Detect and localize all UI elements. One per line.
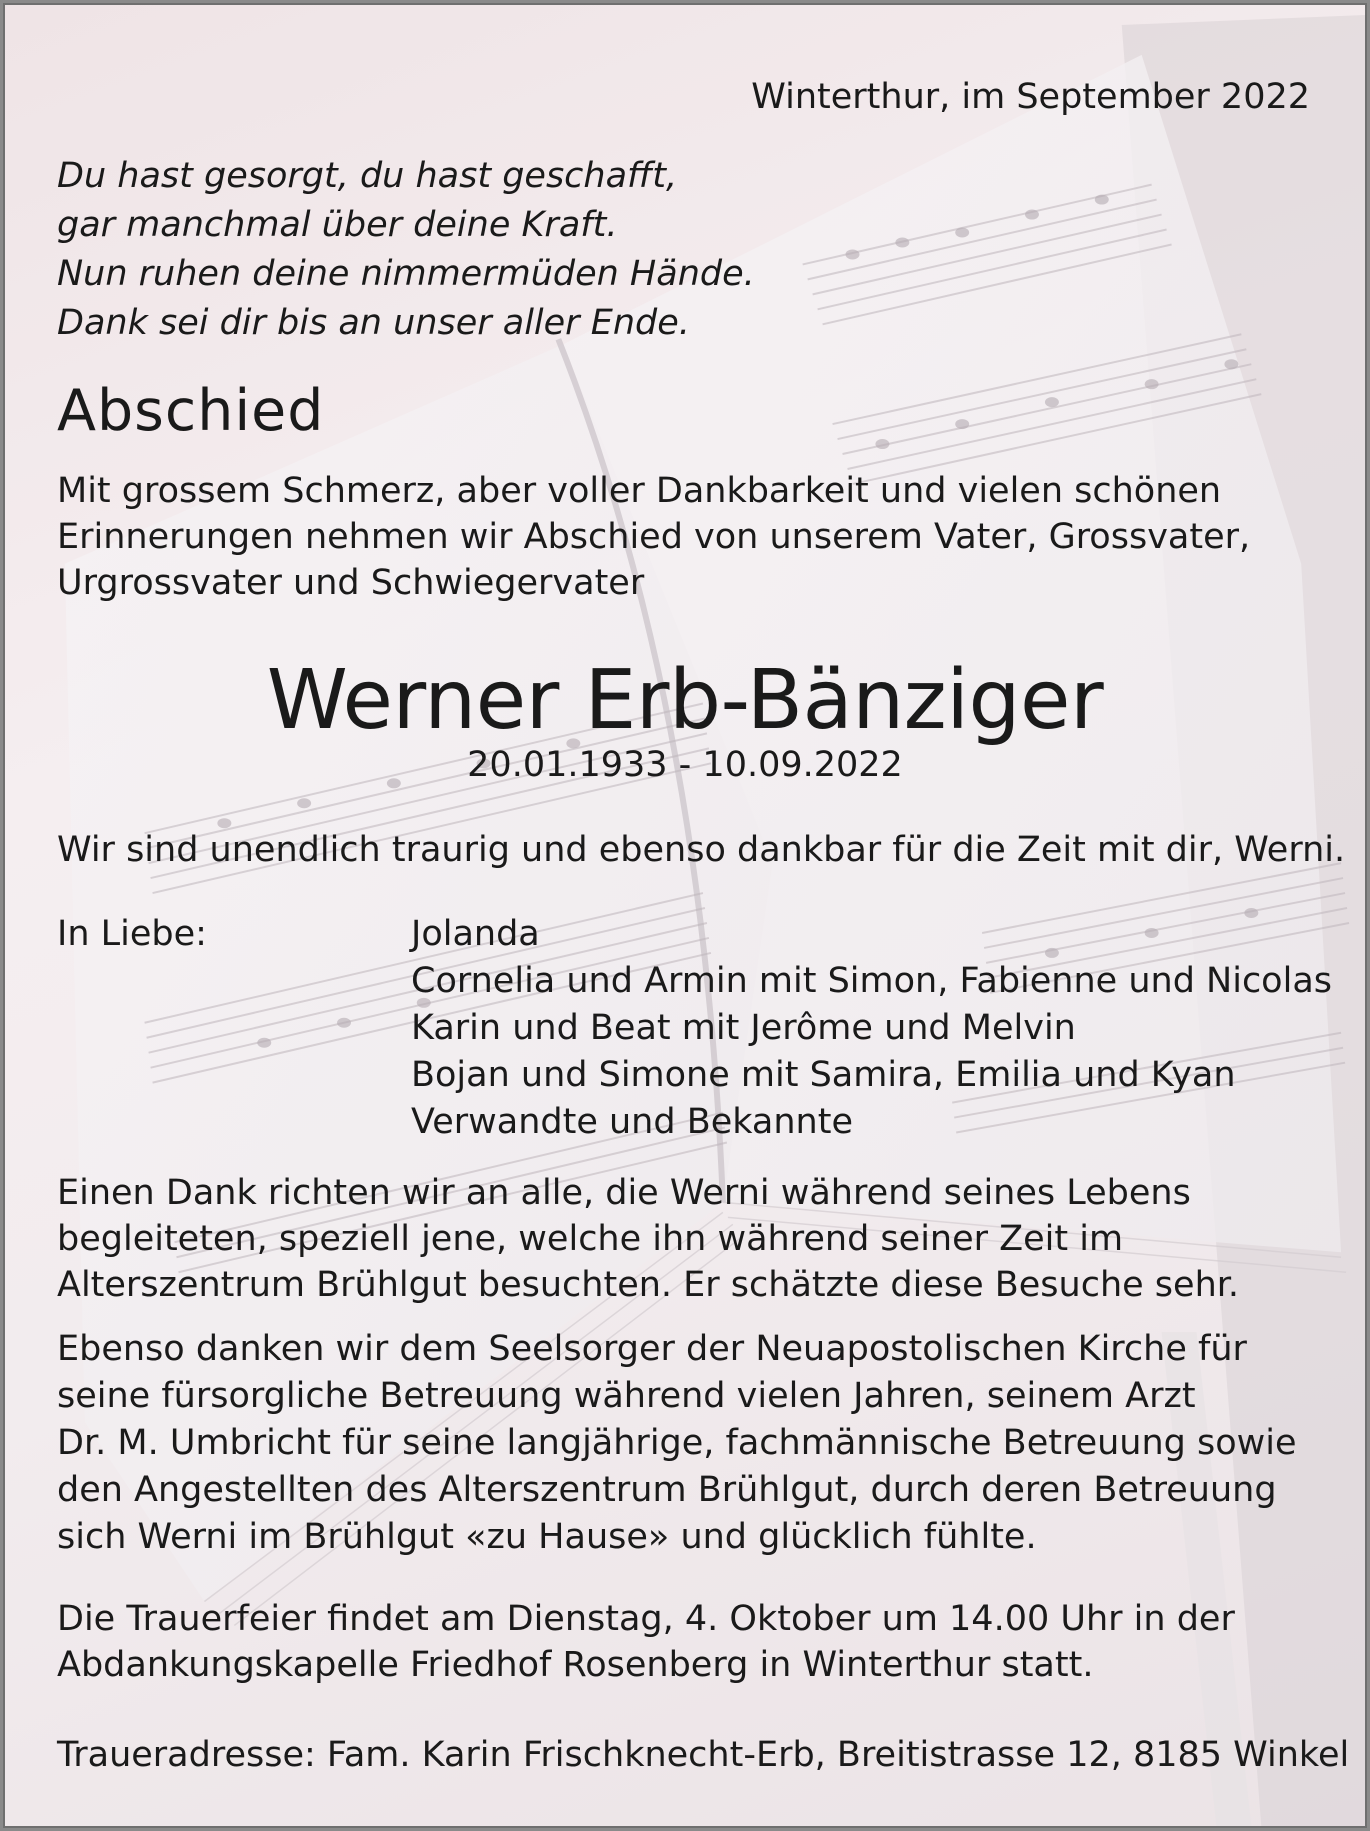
- mourning-address: Traueradresse: Fam. Karin Frischknecht-Erb, Breitistrasse 12, 8185 Winkel: [57, 1735, 1350, 1775]
- poem-line: Dank sei dir bis an unser aller Ende.: [57, 303, 690, 343]
- funeral-line: Abdankungskapelle Friedhof Rosenberg in Winterthur statt.: [57, 1645, 1094, 1685]
- family-label: In Liebe:: [57, 914, 207, 954]
- date-place: Winterthur, im September 2022: [751, 77, 1310, 117]
- family-member: Bojan und Simone mit Samira, Emilia und Kyan: [411, 1055, 1236, 1095]
- thanks-line: Alterszentrum Brühlgut besuchten. Er schätzte diese Besuche sehr.: [57, 1265, 1240, 1305]
- family-members: [411, 911, 1332, 1146]
- intro-line: Mit grossem Schmerz, aber voller Dankbarkeit und vielen schönen: [57, 471, 1222, 511]
- funeral-line: Die Trauerfeier findet am Dienstag, 4. Oktober um 14.00 Uhr in der: [57, 1599, 1235, 1639]
- family-member: Verwandte und Bekannte: [411, 1102, 853, 1142]
- funeral-info: [57, 1596, 1235, 1688]
- thanks-paragraph-2: [57, 1326, 1297, 1561]
- family-member: Cornelia und Armin mit Simon, Fabienne und Nicolas: [411, 961, 1333, 1001]
- thanks-line: begleiteten, speziell jene, welche ihn während seiner Zeit im: [57, 1219, 1124, 1259]
- intro-line: Erinnerungen nehmen wir Abschied von unserem Vater, Grossvater,: [57, 517, 1251, 557]
- thanks-paragraph-1: [57, 1170, 1239, 1308]
- thanks-line: seine fürsorgliche Betreuung während vielen Jahren, seinem Arzt: [57, 1376, 1196, 1416]
- thanks-line: den Angestellten des Alterszentrum Brühlgut, durch deren Betreuung: [57, 1470, 1277, 1510]
- thanks-line: Dr. M. Umbricht für seine langjährige, fachmännische Betreuung sowie: [57, 1423, 1297, 1463]
- text-layer: [5, 5, 1365, 1826]
- life-dates: 20.01.1933 - 10.09.2022: [467, 745, 903, 785]
- thanks-line: Ebenso danken wir dem Seelsorger der Neuapostolischen Kirche für: [57, 1329, 1247, 1369]
- intro-line: Urgrossvater und Schwiegervater: [57, 563, 645, 603]
- intro-text: [57, 468, 1250, 606]
- poem: [57, 152, 755, 348]
- family-member: Karin und Beat mit Jerôme und Melvin: [411, 1008, 1076, 1048]
- poem-line: Nun ruhen deine nimmermüden Hände.: [57, 254, 755, 294]
- poem-line: Du hast gesorgt, du hast geschafft,: [57, 156, 678, 196]
- thanks-line: sich Werni im Brühlgut «zu Hause» und glücklich fühlte.: [57, 1517, 1037, 1557]
- family-member: Jolanda: [411, 914, 540, 954]
- obituary-page: [3, 3, 1367, 1828]
- deceased-name: Werner Erb-Bänziger: [266, 653, 1104, 748]
- thanks-line: Einen Dank richten wir an alle, die Werni während seines Lebens: [57, 1173, 1191, 1213]
- heading: Abschied: [57, 378, 325, 444]
- poem-line: gar manchmal über deine Kraft.: [57, 205, 618, 245]
- sad-line: Wir sind unendlich traurig und ebenso dankbar für die Zeit mit dir, Werni.: [57, 830, 1346, 870]
